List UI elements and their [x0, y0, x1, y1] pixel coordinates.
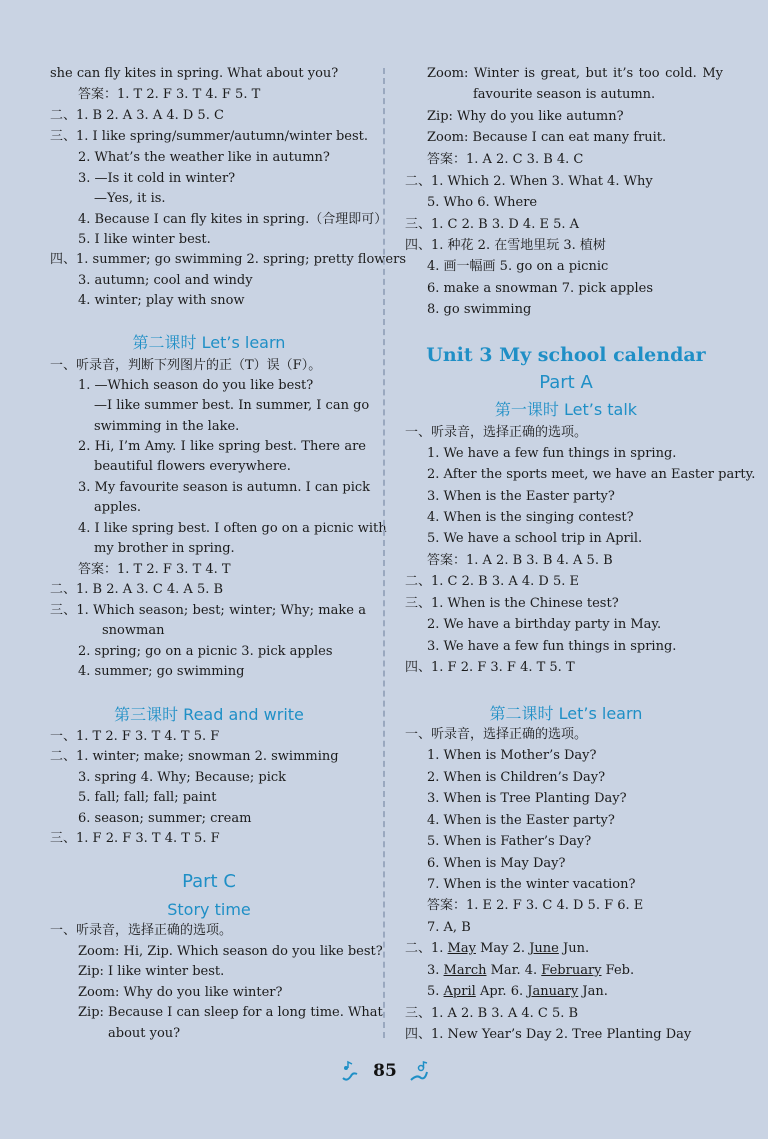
answer-line: 二、1. B 2. A 3. C 4. A 5. B — [50, 582, 224, 597]
dialogue-line: favourite season is autumn. — [473, 87, 656, 102]
text-line: 4. I like spring best. I often go on a picnic with — [78, 521, 387, 536]
dialogue-line: Zoom: Hi, Zip. Which season do you like best? — [78, 944, 383, 959]
answer-line: 答案：1. A 2. B 3. B 4. A 5. B — [427, 553, 613, 568]
month-abbr: Apr. 6. — [479, 984, 524, 999]
text-line: 4. Because I can fly kites in spring.（合理即可） — [78, 212, 388, 227]
text-line: she can fly kites in spring. What about you? — [50, 66, 339, 81]
answer-line: 答案：1. T 2. F 3. T 4. T — [78, 562, 231, 577]
text-line: 5. fall; fall; fall; paint — [78, 790, 217, 805]
item-number: 5. — [427, 984, 440, 999]
answer-line: 答案：1. T 2. F 3. T 4. F 5. T — [78, 87, 261, 102]
section-heading: 第一课时 Let’s talk — [494, 400, 638, 419]
text-line: 6. make a snowman 7. pick apples — [427, 281, 654, 296]
answer-line: 三、1. C 2. B 3. D 4. E 5. A — [405, 217, 580, 232]
section-heading: 第二课时 Let’s learn — [489, 704, 643, 723]
text-line: 3. My favourite season is autumn. I can pick — [78, 480, 371, 495]
section-heading: 第二课时 Let’s learn — [132, 333, 286, 352]
dialogue-line: Zip: Why do you like autumn? — [427, 109, 624, 124]
month-full: June — [529, 941, 559, 956]
text-line: 3. autumn; cool and windy — [78, 273, 253, 288]
text-line: beautiful flowers everywhere. — [94, 459, 291, 474]
month-full: May — [447, 941, 476, 956]
part-heading: Part C — [182, 871, 236, 892]
answer-line: 一、1. T 2. F 3. T 4. T 5. F — [50, 729, 220, 744]
text-line: 3. We have a few fun things in spring. — [427, 639, 677, 654]
text-line: 四、1. 种花 2. 在雪地里玩 3. 植树 — [405, 238, 606, 253]
month-answer-line — [405, 941, 589, 957]
instruction-line: 一、听录音，选择正确的选项。 — [50, 923, 233, 938]
answer-line: 5. Who 6. Where — [427, 195, 538, 210]
text-line: apples. — [94, 500, 142, 515]
text-line: swimming in the lake. — [94, 419, 240, 434]
answer-line: 二、1. B 2. A 3. A 4. D 5. C — [50, 108, 224, 123]
text-line: 二、1. winter; make; snowman 2. swimming — [50, 749, 339, 764]
text-line: my brother in spring. — [94, 541, 235, 556]
text-line: 5. We have a school trip in April. — [427, 531, 643, 546]
month-full: April — [443, 984, 476, 999]
text-line: 2. Hi, I’m Amy. I like spring best. There are — [78, 439, 366, 454]
month-answer-line — [427, 963, 634, 979]
answer-line: 三、1. F 2. F 3. T 4. T 5. F — [50, 831, 220, 846]
section-heading: Story time — [167, 900, 251, 919]
dialogue-line: Zoom: Because I can eat many fruit. — [427, 130, 667, 145]
text-line: 3. When is the Easter party? — [427, 489, 615, 504]
dialogue-line: Zoom: Winter is great, but it’s too cold. My — [427, 66, 723, 81]
item-number: 3. — [427, 963, 440, 978]
dialogue-line: Zoom: Why do you like winter? — [78, 985, 283, 1000]
text-line: 四、1. summer; go swimming 2. spring; pretty flowers — [50, 252, 406, 267]
text-line: 5. When is Father’s Day? — [427, 834, 592, 849]
instruction-line: 一、听录音，判断下列图片的正（T）误（F）。 — [50, 358, 322, 373]
answer-line: 四、1. New Year’s Day 2. Tree Planting Day — [405, 1027, 692, 1042]
text-line: 6. When is May Day? — [427, 856, 566, 871]
text-line: 2. We have a birthday party in May. — [427, 617, 662, 632]
unit-heading: Unit 3 My school calendar — [426, 344, 706, 366]
text-line: 8. go swimming — [427, 302, 532, 317]
month-full: March — [443, 963, 487, 978]
text-line: 7. When is the winter vacation? — [427, 877, 636, 892]
music-note-right-icon — [407, 1060, 431, 1084]
item-number: 二、1. — [405, 941, 444, 956]
text-line: —I like summer best. In summer, I can go — [94, 398, 370, 413]
text-line: 3. spring 4. Why; Because; pick — [78, 770, 287, 785]
answer-line: 二、1. C 2. B 3. A 4. D 5. E — [405, 574, 580, 589]
text-line: 4. 画一幅画 5. go on a picnic — [427, 259, 609, 274]
part-heading: Part A — [539, 372, 593, 393]
text-line: 1. We have a few fun things in spring. — [427, 446, 677, 461]
month-abbr: Mar. 4. — [490, 963, 538, 978]
text-line: 2. What’s the weather like in autumn? — [78, 150, 330, 165]
text-line: 3. —Is it cold in winter? — [78, 171, 236, 186]
instruction-line: 一、听录音，选择正确的选项。 — [405, 425, 588, 440]
month-abbr: May 2. — [480, 941, 526, 956]
answer-line: 四、1. F 2. F 3. F 4. T 5. T — [405, 660, 575, 675]
answer-line: 7. A, B — [427, 920, 471, 935]
music-note-left-icon — [339, 1060, 363, 1084]
text-line: 4. When is the Easter party? — [427, 813, 615, 828]
text-line: 2. When is Children’s Day? — [427, 770, 606, 785]
month-abbr: Jun. — [562, 941, 590, 956]
dialogue-line: Zip: I like winter best. — [78, 964, 225, 979]
text-line: 三、1. When is the Chinese test? — [405, 596, 619, 611]
dialogue-line: Zip: Because I can sleep for a long time. What — [78, 1005, 383, 1020]
instruction-line: 一、听录音，选择正确的选项。 — [405, 727, 588, 742]
answer-line: 三、1. A 2. B 3. A 4. C 5. B — [405, 1006, 579, 1021]
text-line: 2. spring; go on a picnic 3. pick apples — [78, 644, 333, 659]
text-line: 4. winter; play with snow — [78, 293, 245, 308]
text-line: 三、1. Which season; best; winter; Why; make a — [50, 603, 366, 618]
column-divider — [383, 68, 385, 1038]
text-line: 4. summer; go swimming — [78, 664, 245, 679]
month-abbr: Feb. — [605, 963, 635, 978]
text-line: 三、1. I like spring/summer/autumn/winter best. — [50, 129, 369, 144]
page-number-badge — [337, 1054, 433, 1088]
answer-line: 二、1. Which 2. When 3. What 4. Why — [405, 174, 653, 189]
answer-line: 答案：1. A 2. C 3. B 4. C — [427, 152, 584, 167]
month-full: February — [541, 963, 602, 978]
text-line: 1. When is Mother’s Day? — [427, 748, 597, 763]
text-line: 5. I like winter best. — [78, 232, 211, 247]
section-heading: 第三课时 Read and write — [114, 705, 304, 724]
text-line: 2. After the sports meet, we have an Easter party. — [427, 467, 756, 482]
text-line: —Yes, it is. — [94, 191, 166, 206]
text-line: 4. When is the singing contest? — [427, 510, 634, 525]
answer-line: 答案：1. E 2. F 3. C 4. D 5. F 6. E — [427, 898, 644, 913]
page-number: 85 — [373, 1061, 397, 1081]
text-line: snowman — [102, 623, 165, 638]
month-full: January — [527, 984, 579, 999]
text-line: 3. When is Tree Planting Day? — [427, 791, 627, 806]
text-line: 1. —Which season do you like best? — [78, 378, 314, 393]
month-answer-line — [427, 984, 608, 1000]
dialogue-line: about you? — [108, 1026, 181, 1041]
month-abbr: Jan. — [582, 984, 608, 999]
text-line: 6. season; summer; cream — [78, 811, 252, 826]
